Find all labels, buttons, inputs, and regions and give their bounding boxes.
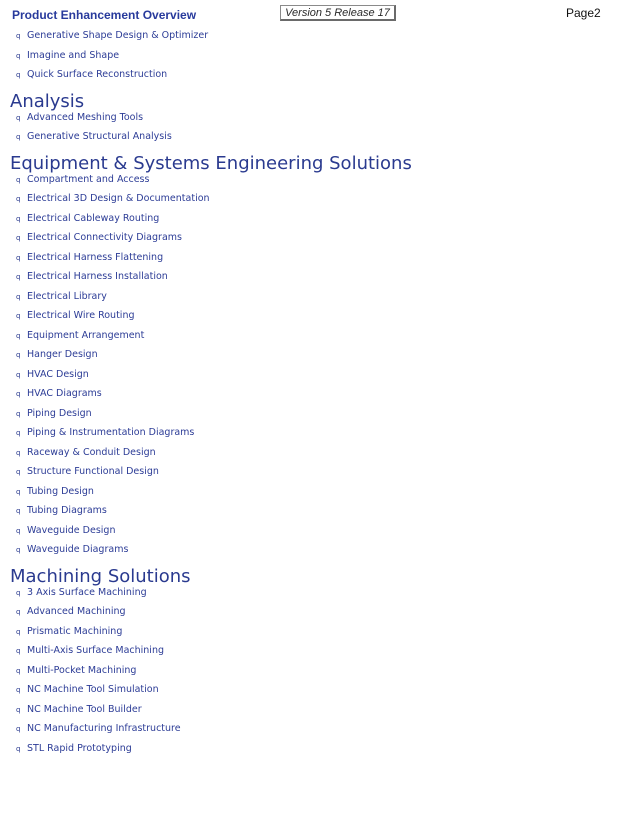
- version-box: Version 5 Release 17: [280, 5, 396, 21]
- list-item-label: Hanger Design: [27, 349, 98, 360]
- list-item-label: HVAC Diagrams: [27, 388, 102, 399]
- list-item-label: Piping Design: [27, 408, 92, 419]
- list-item-label: Tubing Design: [27, 486, 94, 497]
- bullet-icon: q: [16, 468, 21, 476]
- list-item-label: Structure Functional Design: [27, 466, 159, 477]
- list-item-label: Piping & Instrumentation Diagrams: [27, 427, 195, 438]
- bullet-icon: q: [16, 706, 21, 714]
- bullet-icon: q: [16, 234, 21, 242]
- list-item-label: Raceway & Conduit Design: [27, 447, 156, 458]
- list-item-label: HVAC Design: [27, 369, 89, 380]
- list-item-label: Electrical 3D Design & Documentation: [27, 193, 210, 204]
- bullet-icon: q: [16, 488, 21, 496]
- bullet-icon: q: [16, 293, 21, 301]
- bullet-icon: q: [16, 429, 21, 437]
- section-heading: Machining Solutions: [10, 566, 191, 587]
- bullet-icon: q: [16, 195, 21, 203]
- list-item-label: Electrical Wire Routing: [27, 310, 135, 321]
- list-item-label: 3 Axis Surface Machining: [27, 587, 147, 598]
- bullet-icon: q: [16, 371, 21, 379]
- page-number: Page2: [566, 6, 601, 20]
- list-item-label: Multi-Axis Surface Machining: [27, 645, 164, 656]
- list-item-label: Waveguide Diagrams: [27, 544, 129, 555]
- bullet-icon: q: [16, 254, 21, 262]
- document-title: Product Enhancement Overview: [12, 8, 197, 22]
- list-item-label: Electrical Harness Flattening: [27, 252, 164, 263]
- bullet-icon: q: [16, 32, 21, 40]
- section-heading: Analysis: [10, 91, 85, 112]
- list-item-label: NC Manufacturing Infrastructure: [27, 723, 181, 734]
- list-item-label: Quick Surface Reconstruction: [27, 69, 168, 80]
- bullet-icon: q: [16, 507, 21, 515]
- list-item-label: Electrical Cableway Routing: [27, 213, 160, 224]
- section-heading: Equipment & Systems Engineering Solutions: [10, 153, 412, 174]
- list-item-label: Electrical Harness Installation: [27, 271, 168, 282]
- bullet-icon: q: [16, 312, 21, 320]
- bullet-icon: q: [16, 608, 21, 616]
- bullet-icon: q: [16, 114, 21, 122]
- bullet-icon: q: [16, 332, 21, 340]
- bullet-icon: q: [16, 390, 21, 398]
- list-item-label: NC Machine Tool Builder: [27, 704, 142, 715]
- list-item-label: Imagine and Shape: [27, 50, 120, 61]
- bullet-icon: q: [16, 410, 21, 418]
- list-item-label: Generative Structural Analysis: [27, 131, 172, 142]
- list-item-label: Advanced Machining: [27, 606, 126, 617]
- list-item-label: Tubing Diagrams: [27, 505, 107, 516]
- list-item-label: STL Rapid Prototyping: [27, 743, 132, 754]
- list-item-label: Electrical Connectivity Diagrams: [27, 232, 182, 243]
- bullet-icon: q: [16, 589, 21, 597]
- bullet-icon: q: [16, 745, 21, 753]
- bullet-icon: q: [16, 667, 21, 675]
- list-item-label: Generative Shape Design & Optimizer: [27, 30, 209, 41]
- list-item-label: NC Machine Tool Simulation: [27, 684, 159, 695]
- bullet-icon: q: [16, 176, 21, 184]
- list-item-label: Waveguide Design: [27, 525, 116, 536]
- list-item-label: Advanced Meshing Tools: [27, 112, 144, 123]
- bullet-icon: q: [16, 527, 21, 535]
- bullet-icon: q: [16, 686, 21, 694]
- bullet-icon: q: [16, 273, 21, 281]
- bullet-icon: q: [16, 647, 21, 655]
- bullet-icon: q: [16, 546, 21, 554]
- list-item-label: Multi-Pocket Machining: [27, 665, 137, 676]
- bullet-icon: q: [16, 133, 21, 141]
- bullet-icon: q: [16, 725, 21, 733]
- list-item-label: Electrical Library: [27, 291, 107, 302]
- bullet-icon: q: [16, 628, 21, 636]
- bullet-icon: q: [16, 215, 21, 223]
- list-item-label: Prismatic Machining: [27, 626, 123, 637]
- bullet-icon: q: [16, 52, 21, 60]
- list-item-label: Compartment and Access: [27, 174, 150, 185]
- bullet-icon: q: [16, 71, 21, 79]
- bullet-icon: q: [16, 449, 21, 457]
- bullet-icon: q: [16, 351, 21, 359]
- list-item-label: Equipment Arrangement: [27, 330, 145, 341]
